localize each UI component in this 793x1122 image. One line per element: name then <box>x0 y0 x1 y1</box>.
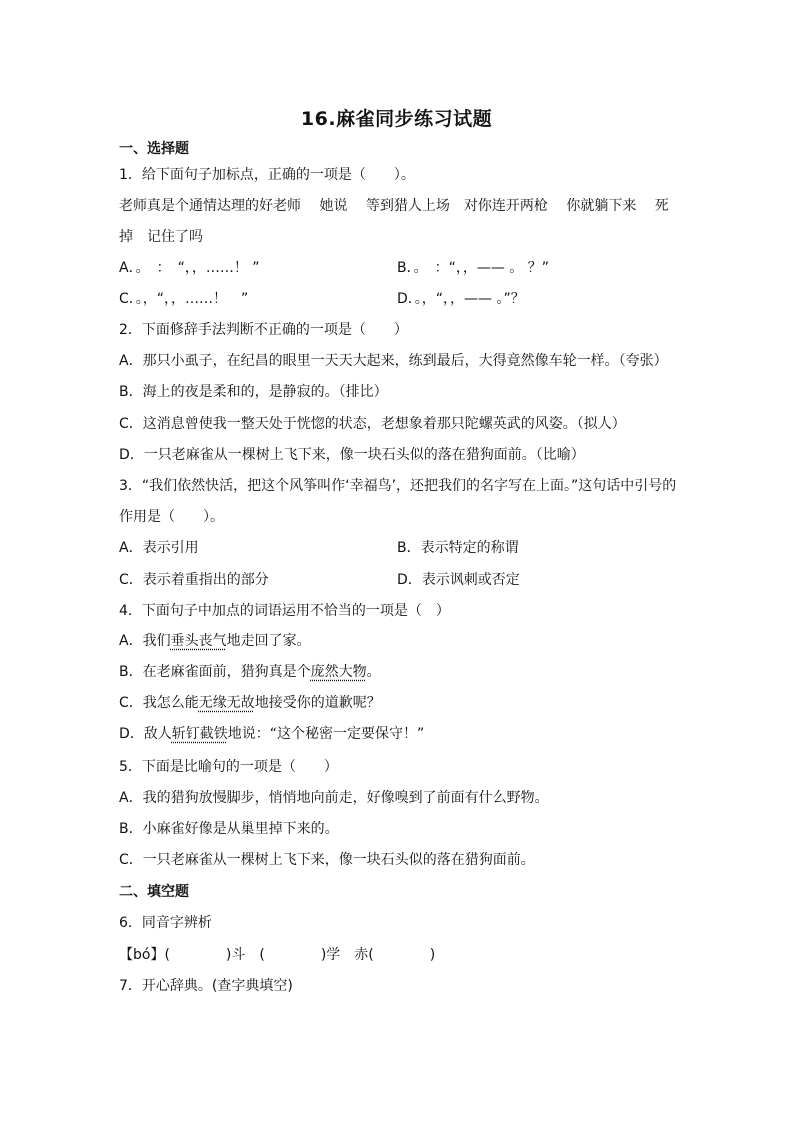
option-text: D．敌人 <box>119 726 172 742</box>
question-5-option-c: C．一只老麻雀从一棵树上飞下来，像一块石头似的落在猎狗面前。 <box>119 852 535 868</box>
question-2-option-b: B．海上的夜是柔和的，是静寂的。（排比） <box>119 384 388 400</box>
option-text: 地走回了家。 <box>226 633 311 649</box>
dotted-phrase: 无缘无故 <box>198 695 255 711</box>
dotted-phrase: 垂头丧气 <box>170 633 227 649</box>
question-3-stem-line2: 作用是（ ）。 <box>119 509 224 525</box>
question-1-sentence-line1: 老师真是个通情达理的好老师 她说 等到猎人上场 对你连开两枪 你就躺下来 死 <box>119 198 669 214</box>
question-1-stem: 1．给下面句子加标点，正确的一项是（ ）。 <box>119 167 415 183</box>
question-4-stem: 4．下面句子中加点的词语运用不恰当的一项是（ ） <box>119 603 450 619</box>
question-1-option-c: C．。，“，，……！ ” <box>119 291 249 307</box>
page-title: 16.麻雀同步练习试题 <box>300 108 493 130</box>
question-5-option-a: A．我的猎狗放慢脚步，悄悄地向前走，好像嗅到了前面有什么野物。 <box>119 790 549 806</box>
question-5-stem: 5．下面是比喻句的一项是（ ） <box>119 759 338 775</box>
section-heading-choice: 一、选择题 <box>119 141 189 157</box>
question-5-option-b: B．小麻雀好像是从巢里掉下来的。 <box>119 821 339 837</box>
question-1-option-b: B．。 ：“，，—— 。 ？” <box>397 260 550 276</box>
question-1-sentence-line2: 掉 记住了吗 <box>119 229 203 245</box>
question-4-option-b <box>119 662 381 682</box>
question-6-answer-line: 【bó】( )斗 ( )学 赤( ) <box>119 947 436 963</box>
question-4-option-d <box>119 724 424 744</box>
option-text: C．我怎么能 <box>119 695 199 711</box>
question-2-option-d: D．一只老麻雀从一棵树上飞下来，像一块石头似的落在猎狗面前。（比喻） <box>119 447 585 463</box>
question-4-option-a <box>119 631 311 651</box>
question-4-option-c <box>119 693 381 713</box>
question-3-stem-line1: 3．“我们依然快活，把这个风筝叫作‘幸福鸟’，还把我们的名字写在上面。”这句话中引号的 <box>119 478 677 494</box>
option-text: 地说：“这个秘密一定要保守！” <box>227 726 425 742</box>
option-text: 地接受你的道歉呢？ <box>254 695 381 711</box>
question-2-option-a: A．那只小虱子，在纪昌的眼里一天天大起来，练到最后，大得竟然像车轮一样。（夸张） <box>119 353 668 369</box>
question-2-stem: 2．下面修辞手法判断不正确的一项是（ ） <box>119 322 408 338</box>
question-2-option-c: C．这消息曾使我一整天处于恍惚的状态，老想象着那只陀螺英武的风姿。（拟人） <box>119 416 626 432</box>
question-3-option-b: B．表示特定的称谓 <box>397 540 519 556</box>
option-text: B．在老麻雀面前，猎狗真是个 <box>119 664 311 680</box>
question-6-stem: 6．同音字辨析 <box>119 915 212 931</box>
question-1-option-d: D．。，“，，—— 。”？ <box>397 291 525 307</box>
section-heading-fill: 二、填空题 <box>119 884 189 900</box>
question-3-option-a: A．表示引用 <box>119 540 199 556</box>
dotted-phrase: 斩钉截铁 <box>171 726 228 742</box>
question-3-option-d: D．表示讽刺或否定 <box>397 572 520 588</box>
question-3-option-c: C．表示着重指出的部分 <box>119 572 269 588</box>
option-text: 。 <box>366 664 381 680</box>
question-1-option-a: A．。 ： “，，……！ ” <box>119 260 260 276</box>
dotted-phrase: 庞然大物 <box>310 664 367 680</box>
option-text: A．我们 <box>119 633 171 649</box>
question-7-stem: 7．开心辞典。(查字典填空) <box>119 978 293 994</box>
